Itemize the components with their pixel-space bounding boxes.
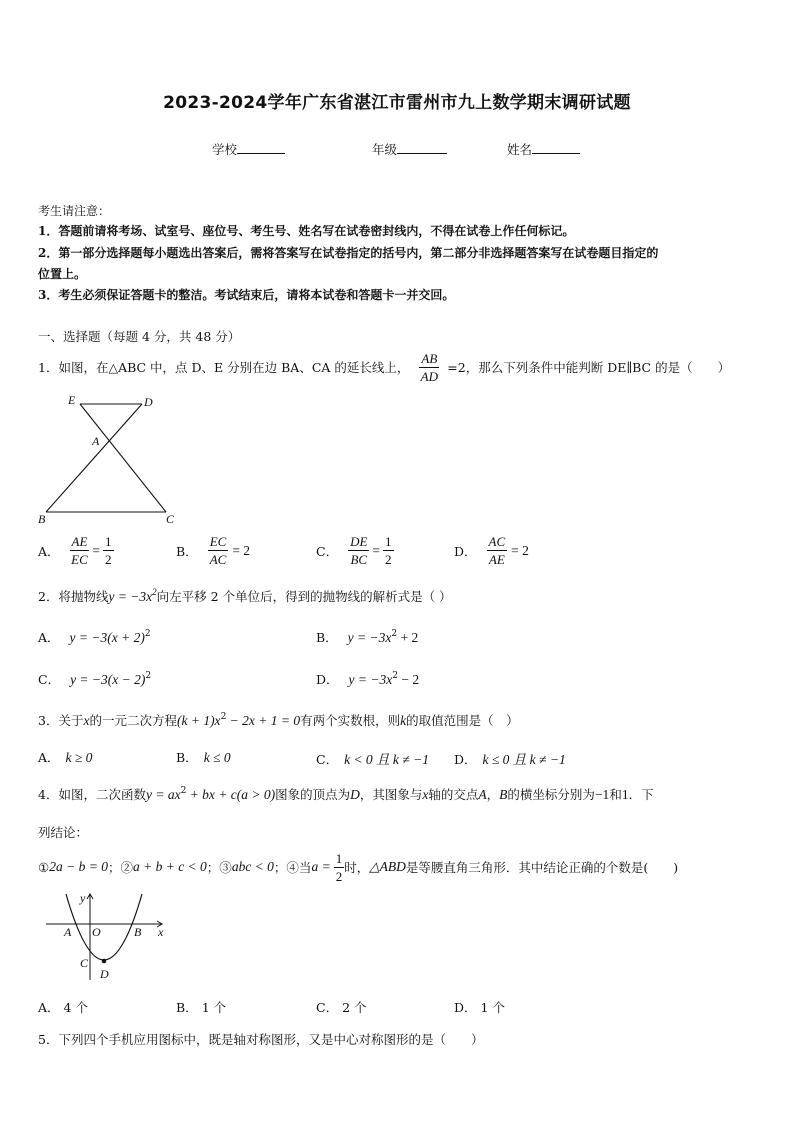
q3-option-d[interactable] (454, 748, 566, 768)
note-item-2: 2．第一部分选择题每小题选出答案后，需将答案写在试卷指定的括号内，第二部分非选择题答案写在试卷题目指定的 (38, 246, 659, 260)
label-D: D (100, 967, 109, 981)
question-4-line-3 (38, 848, 678, 886)
q2-post: 向左平移 2 个单位后，得到的抛物线的解析式是（ ） (156, 589, 452, 604)
option-letter: D． (454, 1000, 477, 1015)
q4-mid-2: ，其图象与 (359, 787, 423, 802)
option-letter: D． (454, 752, 477, 767)
q3-post: 有两个实数根，则 (300, 713, 401, 728)
question-1 (38, 347, 730, 387)
q4-mid: 图象的顶点为 (275, 787, 351, 802)
exponent: 2 (392, 671, 398, 681)
q4-and: 和 (609, 787, 622, 802)
label-y: y (80, 891, 86, 905)
question-3 (38, 711, 519, 729)
q1-a-value (103, 535, 114, 566)
q3-var-k: k (400, 713, 407, 728)
line-EC (80, 404, 166, 512)
q3-option-b[interactable] (176, 748, 231, 766)
option-text: k < 0 且 k ≠ −1 (344, 752, 429, 767)
q4-when: 时， (344, 860, 370, 875)
label-B: B (134, 925, 142, 939)
q4-item-1: 2a − b = 0 (49, 859, 108, 874)
name-blank (532, 142, 580, 154)
frac-num: AE (71, 534, 88, 549)
note-item-3: 3．考生必须保证答题卡的整洁。考试结束后，请将本试卷和答题卡一并交回。 (38, 288, 455, 302)
frac-den: 2 (105, 552, 112, 567)
q4-item-2-mark: ；② (107, 860, 133, 875)
frac-den: BC (350, 552, 368, 567)
option-text: 1 个 (201, 1000, 227, 1015)
frac-num: AC (488, 534, 506, 549)
option-eq: = (92, 542, 101, 558)
q1-option-c[interactable] (316, 535, 394, 566)
exponent: 2 (391, 629, 398, 639)
option-letter: B． (316, 630, 338, 645)
option-letter: C． (38, 672, 61, 687)
label-C: C (166, 512, 175, 526)
q4-var-D: D (350, 787, 360, 802)
q2-option-c[interactable] (38, 670, 151, 688)
option-eq: = (372, 542, 381, 558)
section-heading: 一、选择题（每题 4 分，共 48 分） (38, 329, 241, 344)
option-text: 4 个 (63, 1000, 88, 1015)
q3-var-x: x (83, 713, 90, 728)
q2-expr-text: y = −3x (108, 589, 153, 604)
option-letter: A． (38, 1000, 60, 1015)
q4-mid-3: 轴的交点 (428, 787, 479, 802)
q4-option-d[interactable] (454, 998, 505, 1016)
vertex-point (102, 959, 107, 964)
q1-ratio-num: AB (421, 350, 438, 366)
school-field (212, 140, 285, 158)
option-text: y = −3x (348, 672, 393, 687)
label-A: A (92, 434, 100, 448)
grade-blank (397, 142, 447, 154)
grade-field (372, 140, 447, 158)
q1-pre: 1．如图，在△ABC 中，点 D、E 分别在边 BA、CA 的延长线上， (38, 360, 410, 375)
q4-var-x: x (422, 787, 429, 802)
q4-pre: 4．如图，二次函数 (38, 787, 146, 802)
q4-item-3-mark: ；③ (206, 860, 232, 875)
exponent: 2 (152, 587, 157, 597)
option-letter: A． (38, 630, 60, 645)
label-A: A (64, 925, 72, 939)
q4-var-A: A (478, 787, 487, 802)
q4-end: ．下 (628, 787, 654, 802)
q4-option-a[interactable] (38, 998, 88, 1016)
q4-parabola-figure (40, 890, 170, 982)
q1-c-value (383, 535, 394, 566)
option-letter: A． (38, 543, 60, 559)
q3-end: 的取值范围是（ ） (406, 713, 519, 728)
q4-item-4: a = (311, 859, 331, 874)
frac-den: 2 (385, 552, 392, 567)
q4-line3-end: 是等腰直角三角形．其中结论正确的个数是( ) (405, 860, 679, 875)
q2-option-b[interactable] (316, 628, 418, 646)
question-2 (38, 587, 452, 605)
q2-option-d[interactable] (316, 670, 419, 688)
q1-option-b[interactable] (176, 535, 250, 566)
label-C: C (80, 956, 89, 970)
exponent: 2 (180, 786, 187, 796)
q1-option-a[interactable] (38, 535, 114, 566)
question-4-line-1 (38, 785, 654, 803)
notes-heading: 考生请注意： (38, 204, 111, 218)
option-letter: C． (316, 1000, 339, 1015)
q1-a-frac (70, 535, 90, 566)
q1-triangle-figure (34, 392, 184, 528)
frac-num: EC (209, 534, 227, 549)
option-text: k ≤ 0 (203, 750, 231, 765)
q3-pre: 3．关于 (38, 713, 84, 728)
page-title: 2023-2024学年广东省湛江市雷州市九上数学期末调研试题 (163, 93, 631, 113)
q3-eq-b: − 2x + 1 = 0 (226, 713, 301, 728)
exponent: 2 (220, 712, 227, 722)
label-E: E (68, 393, 76, 407)
q1-b-frac (208, 535, 229, 566)
q4-option-c[interactable] (316, 998, 367, 1016)
option-tail: − 2 (397, 672, 420, 687)
q4-half (334, 852, 345, 883)
option-letter: B． (176, 750, 198, 765)
question-4-line-2: 列结论： (38, 825, 89, 840)
q4-option-b[interactable] (176, 998, 226, 1016)
q2-option-a[interactable] (38, 628, 151, 646)
q4-mid-4: 的横坐标分别为 (507, 787, 595, 802)
option-letter: C． (316, 543, 339, 559)
q4-triangle: △ABD (369, 859, 406, 874)
line-DB (46, 404, 142, 512)
frac-den: AC (209, 552, 227, 567)
q4-val-1: 1 (621, 787, 629, 802)
q4-expr: y = ax (145, 787, 181, 802)
q4-val-neg1: −1 (594, 787, 610, 802)
label-D: D (144, 395, 153, 409)
note-item-1: 1．答题前请将考场、试室号、座位号、考生号、姓名写在试卷密封线内，不得在试卷上作任何标记。 (38, 224, 575, 238)
frac-num: 1 (105, 534, 112, 549)
q1-ratio (419, 352, 439, 383)
option-letter: D． (316, 672, 339, 687)
q3-mid: 的一元二次方程 (89, 713, 177, 728)
label-O: O (92, 925, 101, 939)
option-tail: + 2 (397, 630, 419, 645)
question-5: 5．下列四个手机应用图标中，既是轴对称图形，又是中心对称图形的是（ ） (38, 1032, 484, 1047)
option-text: y = −3(x + 2) (69, 630, 145, 645)
school-label: 学校 (212, 142, 238, 157)
option-text: y = −3(x − 2) (70, 672, 146, 687)
option-letter: B． (176, 543, 198, 559)
frac-num: DE (350, 534, 368, 549)
q1-option-d[interactable] (454, 535, 529, 566)
q2-pre: 2．将抛物线 (38, 589, 109, 604)
frac-num: 1 (385, 534, 392, 549)
option-letter: B． (176, 1000, 198, 1015)
q4-var-B: B (499, 787, 508, 802)
exponent: 2 (145, 671, 152, 681)
option-text: k ≤ 0 且 k ≠ −1 (482, 752, 566, 767)
parabola-curve (66, 894, 142, 960)
grade-label: 年级 (372, 142, 398, 157)
q1-post: =2，那么下列条件中能判断 DE∥BC 的是（ ） (447, 360, 731, 375)
q1-ratio-den: AD (420, 368, 439, 384)
name-field (507, 140, 580, 158)
q3-eq-a: (k + 1)x (176, 713, 221, 728)
frac-den: AE (488, 552, 505, 567)
option-letter: D． (454, 543, 477, 559)
school-blank (237, 142, 285, 154)
q4-item-1-mark: ① (38, 859, 50, 875)
q4-expr-2: + bx + c(a > 0) (186, 787, 276, 802)
q1-d-frac (487, 535, 508, 566)
frac-den: EC (71, 552, 88, 567)
exponent: 2 (144, 629, 151, 639)
label-x: x (158, 925, 164, 939)
option-eq: = 2 (232, 542, 251, 558)
q4-item-3: abc < 0 (231, 859, 274, 874)
q4-sep: ， (486, 787, 500, 802)
q4-item-4-mark: ；④当 (273, 860, 312, 875)
label-B: B (38, 512, 46, 526)
q4-item-2: a + b + c < 0 (132, 859, 207, 874)
frac-num: 1 (335, 850, 343, 866)
option-letter: C． (316, 752, 339, 767)
q2-expr (108, 589, 156, 604)
q1-c-frac (348, 535, 369, 566)
note-item-2-cont: 位置上。 (38, 267, 87, 281)
option-eq: = 2 (511, 542, 529, 558)
q3-option-c[interactable] (316, 748, 429, 768)
option-text: y = −3x (347, 630, 392, 645)
option-text: k ≥ 0 (65, 750, 93, 765)
q3-option-a[interactable] (38, 748, 92, 766)
option-text: 2 个 (342, 1000, 367, 1015)
frac-den: 2 (335, 868, 343, 884)
name-label: 姓名 (507, 142, 533, 157)
option-text: 1 个 (480, 1000, 505, 1015)
option-letter: A． (38, 750, 60, 765)
